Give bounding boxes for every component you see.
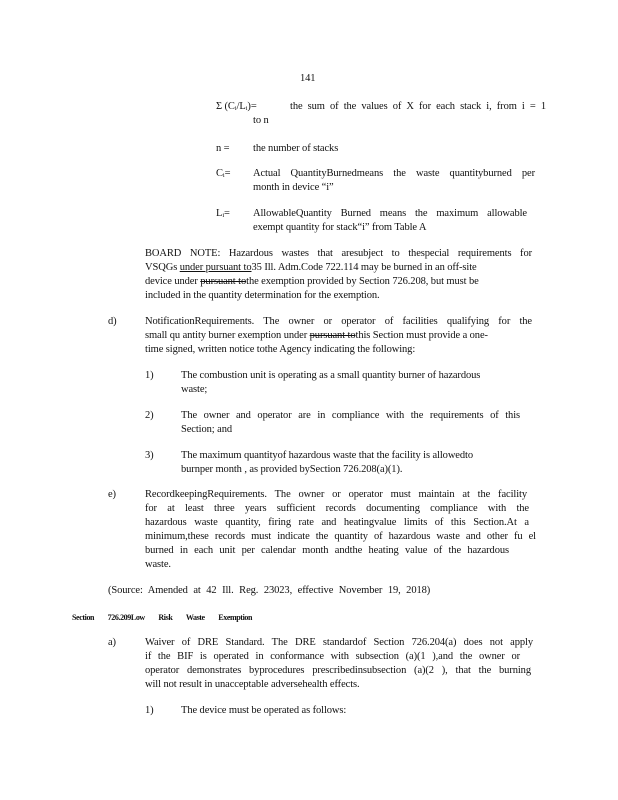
subsection-e-line-5: burned in each unit per calendar month andthe heating value of the hazardous	[145, 545, 509, 556]
subsection-e-label: e)	[108, 489, 116, 500]
board-note-line-4: included in the quantity determination for the exemption.	[145, 290, 380, 301]
def-symbol-c: $C_i=$	[216, 168, 231, 179]
subsection-e-line-2: for at least three years sufficient records documenting compliance with the	[145, 503, 529, 514]
def-text-n: the number of stacks	[253, 143, 339, 154]
board-note-line-1: BOARD NOTE: Hazardous wastes that aresubject to thespecial requirements for	[145, 248, 532, 259]
subsection-e-line-6: waste.	[145, 559, 171, 570]
subsection-a-label: a)	[108, 637, 116, 648]
subsection-e-line-4: minimum,these records must indicate the quantity of hazardous waste and other fu el	[145, 531, 536, 542]
item-d3-line-2: burnper month , as provided bySection 726.208(a)(1).	[181, 464, 403, 475]
section-heading: Section 726.209Low Risk Waste Exemption	[72, 613, 253, 622]
def-text-l-cont: exempt quantity for stack“i” from Table A	[253, 222, 427, 233]
item-d2-line-1: The owner and operator are in compliance with the requirements of this	[181, 410, 520, 421]
subsection-a-line-3: operator demonstrates byprocedures prescribedinsubsection (a)(2 ), that the burning	[145, 665, 531, 676]
def-text-l: AllowableQuantity Burned means the maximum allowable	[253, 208, 527, 219]
subsection-a-line-2: if the BIF is operated in conformance with subsection (a)(1 ),and the owner or	[145, 651, 520, 662]
subsection-d-label: d)	[108, 316, 117, 327]
subsection-d-line-2: small qu antity burner exemption under pursuant tothis Section must provide a one-	[145, 330, 488, 341]
item-d1-line-2: waste;	[181, 384, 208, 395]
subsection-a-line-4: will not result in unacceptable adversehealth effects.	[145, 679, 360, 690]
board-note-line-3: device under pursuant tothe exemption provided by Section 726.208, but must be	[145, 276, 479, 287]
item-a1-num: 1)	[145, 705, 154, 716]
subsection-d-line-1: NotificationRequirements. The owner or operator of facilities qualifying for the	[145, 316, 532, 327]
def-symbol-n: n =	[216, 143, 230, 154]
def-text-sum: the sum of the values of X for each stack i, from i = 1	[290, 101, 546, 112]
subsection-e-line-3: hazardous waste quantity, firing rate and heatingvalue limits of this Section.At a	[145, 517, 529, 528]
subsection-a-line-1: Waiver of DRE Standard. The DRE standardof Section 726.204(a) does not apply	[145, 637, 533, 648]
subsection-e-line-1: RecordkeepingRequirements. The owner or operator must maintain at the facility	[145, 489, 527, 500]
def-text-c-cont: month in device “i”	[253, 182, 334, 193]
item-d1-num: 1)	[145, 370, 154, 381]
item-d3-line-1: The maximum quantityof hazardous waste that the facility is allowedto	[181, 450, 473, 461]
board-note-line-2: VSQGs under pursuant to35 Ill. Adm.Code 722.114 may be burned in an off-site	[145, 262, 477, 273]
page-number: 141	[300, 73, 316, 84]
def-symbol-l: $L_i=$	[216, 208, 230, 219]
def-symbol-sum: Σ $(C_i/L_i)=$	[216, 101, 257, 112]
item-a1-text: The device must be operated as follows:	[181, 705, 347, 716]
item-d2-line-2: Section; and	[181, 424, 232, 435]
item-d1-line-1: The combustion unit is operating as a small quantity burner of hazardous	[181, 370, 481, 381]
def-text-sum-cont: to n	[253, 115, 269, 126]
source-note: (Source: Amended at 42 Ill. Reg. 23023, effective November 19, 2018)	[108, 585, 431, 596]
item-d3-num: 3)	[145, 450, 154, 461]
def-text-c: Actual QuantityBurnedmeans the waste quantityburned per	[253, 168, 535, 179]
item-d2-num: 2)	[145, 410, 154, 421]
subsection-d-line-3: time signed, written notice tothe Agency indicating the following:	[145, 344, 416, 355]
